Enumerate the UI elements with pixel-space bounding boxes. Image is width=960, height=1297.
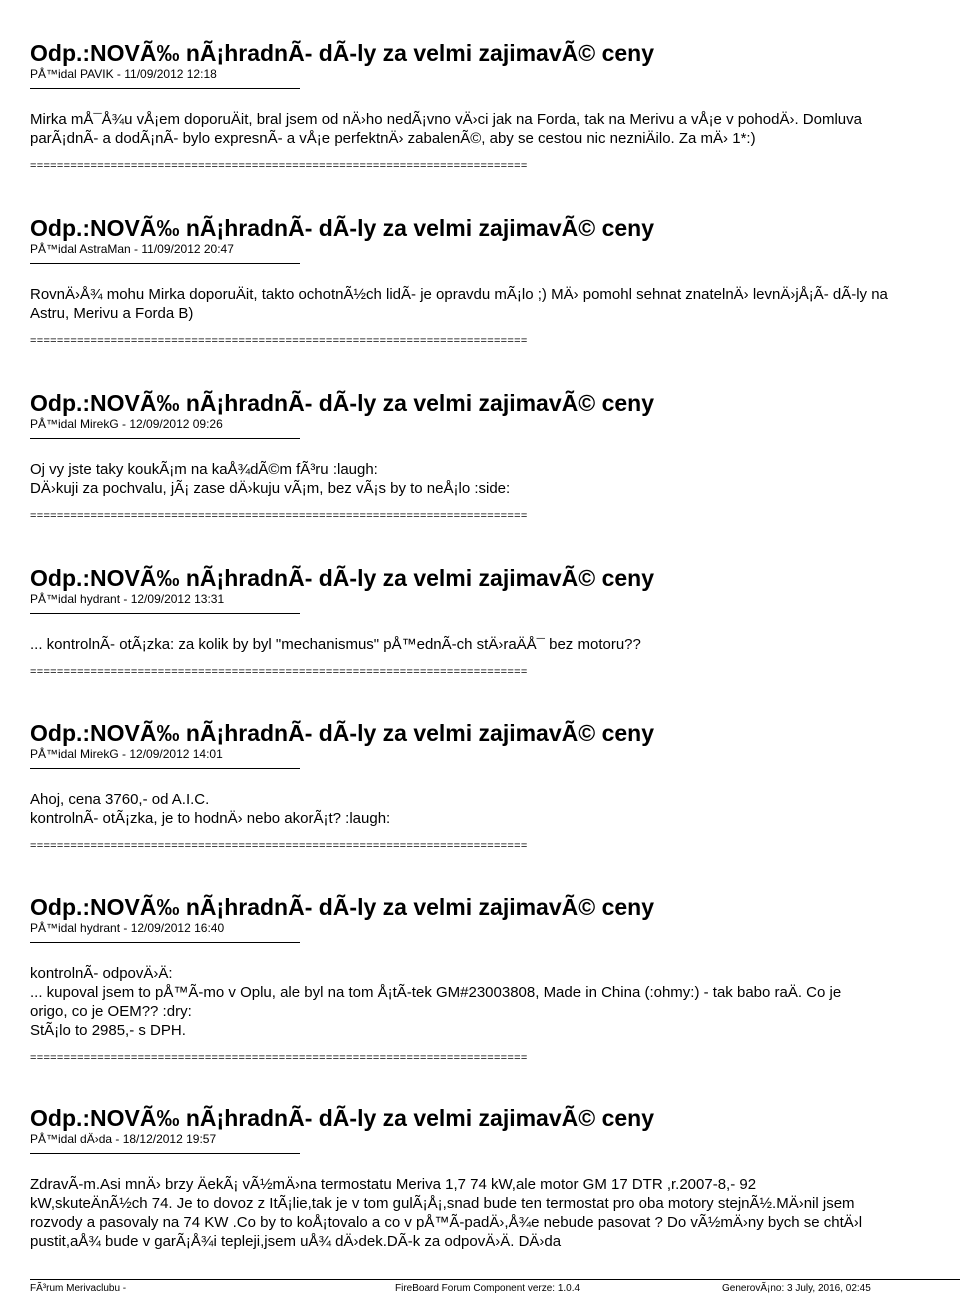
meta-divider (30, 942, 300, 943)
post-title: Odp.:NOVÃ‰ nÃ¡hradnÃ- dÃ-ly za velmi zajimavÃ© ceny (30, 390, 654, 416)
post-line: kontrolnÃ- odpovÄ›Ä: (30, 965, 173, 982)
post-meta: PÅ™idal PAVIK - 11/09/2012 12:18 (30, 67, 217, 81)
footer-generated: GenerovÃ¡no: 3 July, 2016, 02:45 (722, 1283, 871, 1294)
post-meta: PÅ™idal hydrant - 12/09/2012 13:31 (30, 592, 225, 606)
post-body (30, 790, 960, 828)
post-line: Ahoj, cena 3760,- od A.I.C. (30, 791, 210, 808)
footer-divider (30, 1279, 960, 1280)
post-line: kW,skuteÄnÃ½ch 74. Je to dovoz z ItÃ¡lie,tak je v tom gulÃ¡Å¡,snad bude ten termostat pro oba motory stejnÃ½.MÄ›nil jsem (30, 1195, 855, 1212)
post-meta: PÅ™idal dÄ›da - 18/12/2012 19:57 (30, 1132, 217, 1146)
post-line: pustit,aÅ¾ bude v garÃ¡Å¾i tepleji,jsem uÅ¾ dÄ›dek.DÃ-k za odpovÄ›Ä. DÄ›da (30, 1233, 562, 1250)
post-meta: PÅ™idal MirekG - 12/09/2012 09:26 (30, 417, 223, 431)
post-body (30, 460, 960, 498)
post-line: parÃ¡dnÃ- a dodÃ¡nÃ- bylo expresnÃ- a vÅ¡e perfektnÄ› zabalenÃ©, aby se cestou nic nezniÄilo. Za mÄ› 1*:) (30, 130, 756, 147)
post-separator: ========================================================================== (30, 840, 528, 852)
post-title: Odp.:NOVÃ‰ nÃ¡hradnÃ- dÃ-ly za velmi zajimavÃ© ceny (30, 215, 654, 241)
post-title: Odp.:NOVÃ‰ nÃ¡hradnÃ- dÃ-ly za velmi zajimavÃ© ceny (30, 40, 654, 66)
post-line: kontrolnÃ- otÃ¡zka, je to hodnÄ› nebo akorÃ¡t? :laugh: (30, 810, 391, 827)
post-body (30, 285, 960, 323)
post-line: rozvody a pasovaly na 74 KW .Co by to koÅ¡tovalo a co v pÅ™Ã-padÄ›,Å¾e nebude pasovat ? Do vÃ½mÄ›ny bych se chtÄ›l (30, 1214, 863, 1231)
post-meta: PÅ™idal hydrant - 12/09/2012 16:40 (30, 921, 225, 935)
post-line: origo, co je OEM?? :dry: (30, 1003, 192, 1020)
post-line: Astru, Merivu a Forda B) (30, 305, 194, 322)
post (30, 1105, 960, 1251)
footer-component: FireBoard Forum Component verze: 1.0.4 (395, 1283, 581, 1294)
post (30, 390, 960, 522)
post-line: ZdravÃ-m.Asi mnÄ› brzy ÄekÃ¡ vÃ½mÄ›na termostatu Meriva 1,7 74 kW,ale motor GM 17 DTR ,r.2007-8,- 92 (30, 1176, 757, 1193)
meta-divider (30, 438, 300, 439)
post-line: StÃ¡lo to 2985,- s DPH. (30, 1022, 186, 1039)
post-title: Odp.:NOVÃ‰ nÃ¡hradnÃ- dÃ-ly za velmi zajimavÃ© ceny (30, 1105, 654, 1131)
post-line: RovnÄ›Å¾ mohu Mirka doporuÄit, takto ochotnÃ½ch lidÃ- je opravdu mÃ¡lo ;) MÄ› pomohl sehnat znatelnÄ› levnÄ›jÅ¡Ã- dÃ-ly na (30, 286, 888, 303)
post-meta: PÅ™idal MirekG - 12/09/2012 14:01 (30, 747, 223, 761)
meta-divider (30, 1153, 300, 1154)
footer-site-name: FÃ³rum Merivaclubu - (30, 1283, 127, 1294)
post-separator: ========================================================================== (30, 335, 528, 347)
meta-divider (30, 263, 300, 264)
post-line: ... kupoval jsem to pÅ™Ã-mo v Oplu, ale byl na tom Å¡tÃ-tek GM#23003808, Made in China (:ohmy:) - tak babo raÄ. Co je (30, 984, 842, 1001)
post-body (30, 635, 960, 654)
meta-divider (30, 88, 300, 89)
post-body (30, 110, 960, 148)
post (30, 894, 960, 1064)
post-title: Odp.:NOVÃ‰ nÃ¡hradnÃ- dÃ-ly za velmi zajimavÃ© ceny (30, 565, 654, 591)
post-separator: ========================================================================== (30, 510, 528, 522)
post-separator: ========================================================================== (30, 666, 528, 678)
post-body (30, 964, 960, 1040)
post (30, 720, 960, 852)
post-line: DÄ›kuji za pochvalu, jÃ¡ zase dÄ›kuju vÃ¡m, bez vÃ¡s by to neÅ¡lo :side: (30, 480, 511, 497)
post-meta: PÅ™idal AstraMan - 11/09/2012 20:47 (30, 242, 234, 256)
post-separator: ========================================================================== (30, 1052, 528, 1064)
post-title: Odp.:NOVÃ‰ nÃ¡hradnÃ- dÃ-ly za velmi zajimavÃ© ceny (30, 720, 654, 746)
post-line: Oj vy jste taky koukÃ¡m na kaÅ¾dÃ©m fÃ³ru :laugh: (30, 461, 378, 478)
post (30, 565, 960, 678)
post-title: Odp.:NOVÃ‰ nÃ¡hradnÃ- dÃ-ly za velmi zajimavÃ© ceny (30, 894, 654, 920)
post-line: ... kontrolnÃ- otÃ¡zka: za kolik by byl "mechanismus" pÅ™ednÃ-ch stÄ›raÄÅ¯ bez motoru?? (30, 636, 641, 653)
post-line: Mirka mÅ¯Å¾u vÅ¡em doporuÄit, bral jsem od nÄ›ho nedÃ¡vno vÄ›ci jak na Forda, tak na Merivu a vÅ¡e v pohodÄ›. Domluva (30, 111, 862, 128)
post (30, 40, 960, 172)
post (30, 215, 960, 347)
post-body (30, 1175, 960, 1251)
meta-divider (30, 768, 300, 769)
meta-divider (30, 613, 300, 614)
post-separator: ========================================================================== (30, 160, 528, 172)
